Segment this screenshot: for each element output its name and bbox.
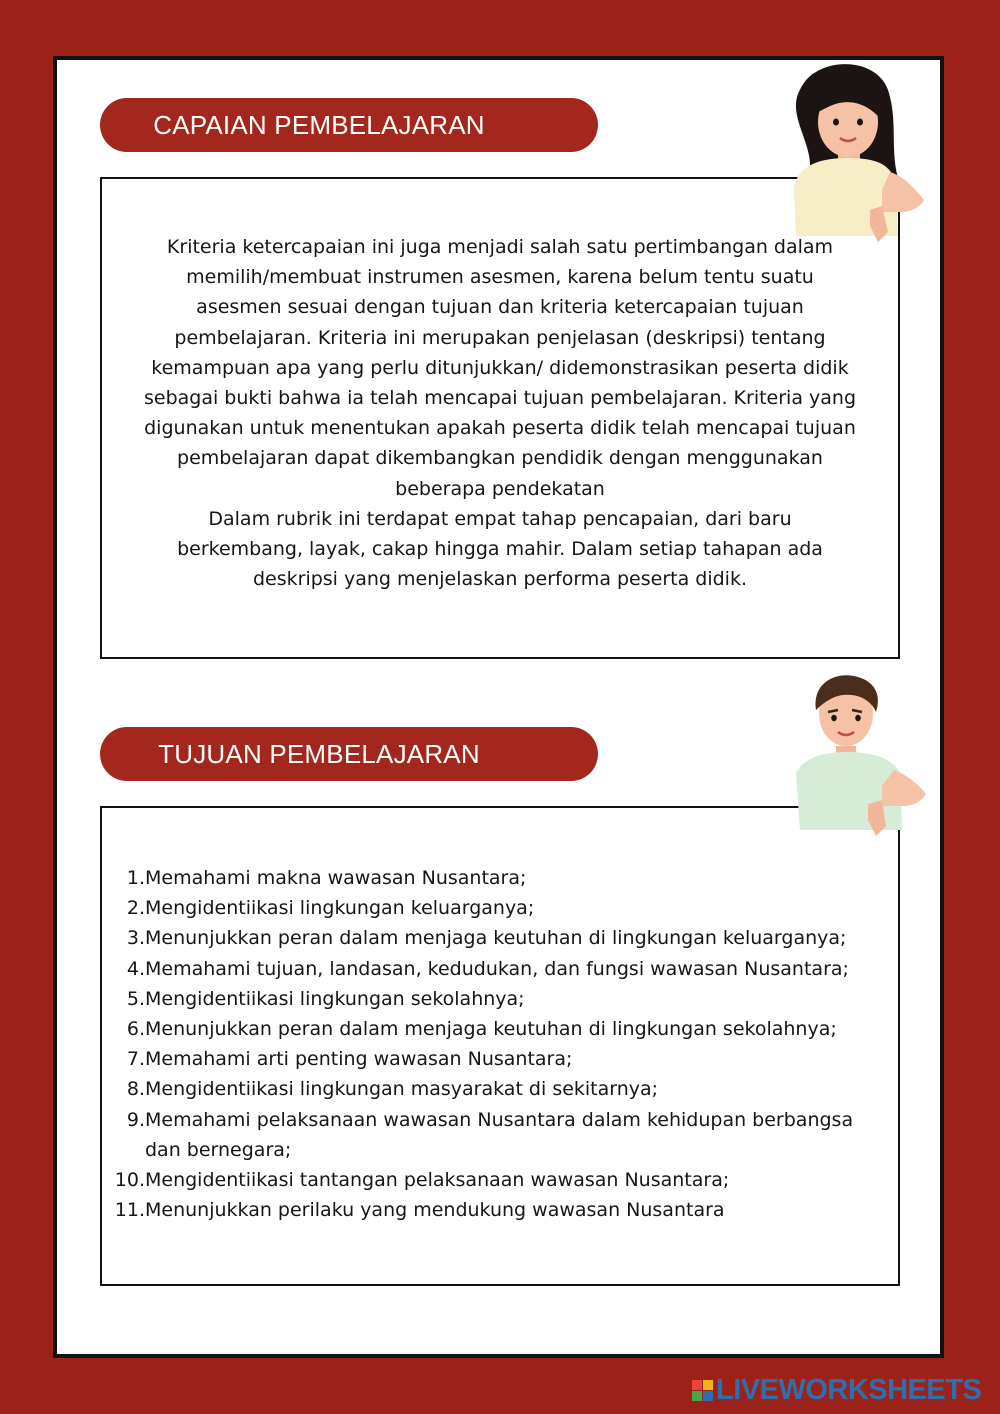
capaian-paragraph <box>130 232 870 594</box>
tujuan-list <box>112 863 882 1225</box>
list-item <box>112 1105 882 1165</box>
list-text: Memahami arti penting wawasan Nusantara; <box>145 1048 573 1071</box>
capaian-line: asesmen sesuai dengan tujuan dan kriteria ketercapaian tujuan <box>196 296 804 319</box>
list-item <box>112 1074 882 1104</box>
capaian-line: beberapa pendekatan <box>395 477 605 500</box>
tujuan-title: TUJUAN PEMBELAJARAN <box>158 738 480 769</box>
capaian-line: sebagai bukti bahwa ia telah mencapai tujuan pembelajaran. Kriteria yang <box>143 387 857 410</box>
list-number: 3. <box>126 927 145 950</box>
tujuan-title-pill <box>100 727 598 781</box>
capaian-line: kemampuan apa yang perlu ditunjukkan/ didemonstrasikan peserta didik <box>151 356 849 379</box>
list-item <box>112 1044 882 1074</box>
list-item <box>112 893 882 923</box>
list-text: Menunjukkan perilaku yang mendukung wawasan Nusantara <box>145 1199 725 1222</box>
list-text: Mengidentiikasi lingkungan sekolahnya; <box>145 987 525 1010</box>
logo-square <box>692 1391 702 1401</box>
logo-square <box>692 1380 702 1390</box>
capaian-line: Dalam rubrik ini terdapat empat tahap pencapaian, dari baru <box>208 507 792 530</box>
list-item <box>112 1165 882 1195</box>
capaian-line: pembelajaran dapat dikembangkan pendidik dengan menggunakan <box>177 447 823 470</box>
list-text: Mengidentiikasi lingkungan keluarganya; <box>145 897 535 920</box>
list-text: Memahami tujuan, landasan, kedudukan, dan fungsi wawasan Nusantara; <box>145 957 849 980</box>
capaian-line: memilih/membuat instrumen asesmen, karena belum tentu suatu <box>186 266 814 289</box>
list-number: 11. <box>114 1199 145 1222</box>
capaian-line: deskripsi yang menjelaskan performa peserta didik. <box>252 568 748 591</box>
liveworksheets-logo <box>692 1374 981 1406</box>
list-number: 2. <box>126 897 145 920</box>
list-text: Menunjukkan peran dalam menjaga keutuhan di lingkungan keluarganya; <box>145 927 847 950</box>
capaian-line: digunakan untuk menentukan apakah peserta didik telah mencapai tujuan <box>144 417 856 440</box>
capaian-line: Kriteria ketercapaian ini juga menjadi salah satu pertimbangan dalam <box>166 236 834 258</box>
list-item <box>112 863 882 893</box>
list-item <box>112 1195 882 1225</box>
capaian-title: CAPAIAN PEMBELAJARAN <box>153 109 485 140</box>
boy-illustration <box>790 670 930 838</box>
list-text: Mengidentiikasi tantangan pelaksanaan wawasan Nusantara; <box>145 1169 730 1192</box>
capaian-line: pembelajaran. Kriteria ini merupakan penjelasan (deskripsi) tentang <box>174 326 826 349</box>
list-item <box>112 954 882 984</box>
list-number: 1. <box>126 867 145 889</box>
logo-grid-icon <box>692 1380 713 1401</box>
capaian-line: berkembang, layak, cakap hingga mahir. Dalam setiap tahapan ada <box>177 538 823 561</box>
list-item <box>112 984 882 1014</box>
list-number: 9. <box>126 1108 145 1131</box>
logo-text: LIVEWORKSHEETS <box>716 1373 982 1406</box>
list-text: Mengidentiikasi lingkungan masyarakat di sekitarnya; <box>145 1078 659 1101</box>
list-item <box>112 923 882 953</box>
list-number: 6. <box>126 1018 145 1041</box>
capaian-title-pill <box>100 98 598 152</box>
girl-illustration <box>778 60 930 246</box>
list-number: 5. <box>126 987 145 1010</box>
list-number: 10. <box>114 1169 145 1192</box>
list-number: 4. <box>126 957 145 980</box>
list-text: Memahami pelaksanaan wawasan Nusantara dalam kehidupan berbangsa dan bernegara; <box>145 1108 854 1161</box>
list-text: Menunjukkan peran dalam menjaga keutuhan di lingkungan sekolahnya; <box>145 1018 837 1041</box>
logo-square <box>703 1380 713 1390</box>
list-text: Memahami makna wawasan Nusantara; <box>145 867 527 889</box>
list-number: 7. <box>126 1048 145 1071</box>
list-number: 8. <box>126 1078 145 1101</box>
logo-square <box>703 1391 713 1401</box>
list-item <box>112 1014 882 1044</box>
